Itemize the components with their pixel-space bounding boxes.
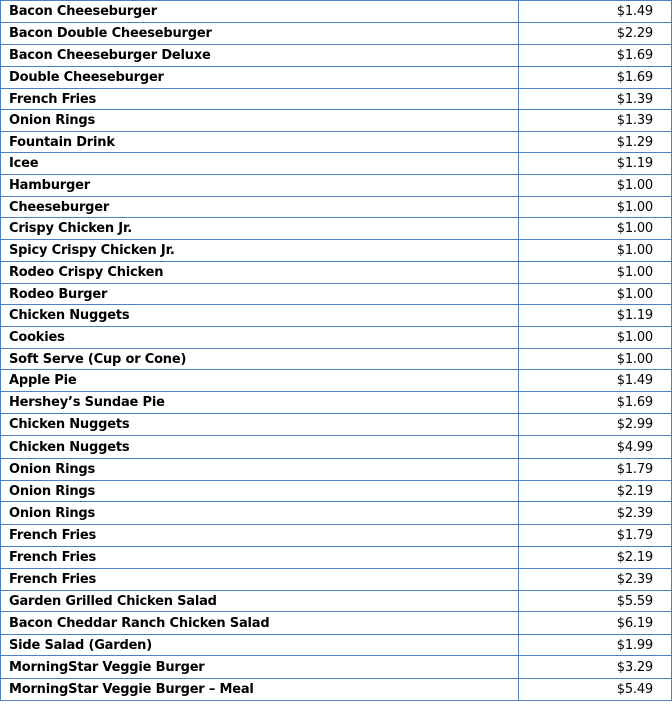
table-row <box>1 89 672 110</box>
table-row <box>1 284 672 305</box>
menu-item-price: $2.39 <box>519 502 672 525</box>
menu-item-price: $2.99 <box>519 414 672 436</box>
menu-item-name: Rodeo Crispy Chicken <box>1 262 519 284</box>
menu-item-price: $1.00 <box>519 284 672 305</box>
menu-item-price: $4.99 <box>519 436 672 459</box>
table-row <box>1 305 672 327</box>
menu-item-name: French Fries <box>1 525 519 547</box>
table-row <box>1 392 672 414</box>
menu-item-price: $5.49 <box>519 679 672 701</box>
menu-item-name: Hamburger <box>1 175 519 197</box>
table-row <box>1 502 672 525</box>
menu-item-price: $1.00 <box>519 240 672 262</box>
table-row <box>1 436 672 459</box>
menu-item-name: Soft Serve (Cup or Cone) <box>1 349 519 370</box>
menu-item-name: MorningStar Veggie Burger – Meal <box>1 679 519 701</box>
table-row <box>1 656 672 679</box>
menu-item-price: $1.19 <box>519 153 672 175</box>
menu-item-price: $1.19 <box>519 305 672 327</box>
menu-item-name: Fountain Drink <box>1 132 519 153</box>
menu-item-price: $1.00 <box>519 327 672 349</box>
menu-item-price: $2.19 <box>519 547 672 569</box>
menu-item-price: $1.39 <box>519 110 672 132</box>
menu-item-price: $1.29 <box>519 132 672 153</box>
table-row <box>1 262 672 284</box>
menu-item-price: $1.69 <box>519 45 672 67</box>
menu-item-name: French Fries <box>1 89 519 110</box>
menu-item-price: $1.00 <box>519 218 672 240</box>
menu-item-name: Chicken Nuggets <box>1 436 519 459</box>
table-row <box>1 110 672 132</box>
price-table-body <box>1 1 672 701</box>
menu-item-price: $1.00 <box>519 197 672 218</box>
menu-item-name: Rodeo Burger <box>1 284 519 305</box>
menu-item-price: $3.29 <box>519 656 672 679</box>
table-row <box>1 547 672 569</box>
table-row <box>1 459 672 481</box>
menu-item-name: French Fries <box>1 569 519 591</box>
menu-item-name: Cheeseburger <box>1 197 519 218</box>
table-row <box>1 1 672 23</box>
table-row <box>1 481 672 502</box>
table-row <box>1 569 672 591</box>
menu-item-name: Garden Grilled Chicken Salad <box>1 591 519 612</box>
menu-item-price: $2.39 <box>519 569 672 591</box>
menu-item-price: $2.29 <box>519 23 672 45</box>
menu-item-name: Onion Rings <box>1 110 519 132</box>
menu-item-price: $1.00 <box>519 175 672 197</box>
menu-item-name: Bacon Cheddar Ranch Chicken Salad <box>1 612 519 635</box>
menu-item-name: Double Cheeseburger <box>1 67 519 89</box>
table-row <box>1 197 672 218</box>
menu-item-price: $1.39 <box>519 89 672 110</box>
menu-item-name: Bacon Cheeseburger <box>1 1 519 23</box>
menu-item-name: Bacon Cheeseburger Deluxe <box>1 45 519 67</box>
table-row <box>1 525 672 547</box>
menu-item-price: $1.69 <box>519 392 672 414</box>
table-row <box>1 153 672 175</box>
table-row <box>1 635 672 656</box>
menu-item-price: $1.00 <box>519 349 672 370</box>
menu-item-name: Spicy Crispy Chicken Jr. <box>1 240 519 262</box>
menu-item-name: MorningStar Veggie Burger <box>1 656 519 679</box>
menu-item-price: $1.79 <box>519 525 672 547</box>
table-row <box>1 67 672 89</box>
menu-item-price: $2.19 <box>519 481 672 502</box>
menu-item-name: Bacon Double Cheeseburger <box>1 23 519 45</box>
table-row <box>1 591 672 612</box>
menu-item-price: $1.99 <box>519 635 672 656</box>
menu-item-price: $5.59 <box>519 591 672 612</box>
menu-item-price: $1.79 <box>519 459 672 481</box>
table-row <box>1 349 672 370</box>
menu-item-price: $6.19 <box>519 612 672 635</box>
menu-item-name: Chicken Nuggets <box>1 414 519 436</box>
table-row <box>1 370 672 392</box>
menu-item-name: Cookies <box>1 327 519 349</box>
menu-item-name: Onion Rings <box>1 459 519 481</box>
menu-item-name: Side Salad (Garden) <box>1 635 519 656</box>
menu-item-name: Hershey’s Sundae Pie <box>1 392 519 414</box>
menu-item-price: $1.49 <box>519 1 672 23</box>
table-row <box>1 679 672 701</box>
table-row <box>1 23 672 45</box>
table-row <box>1 327 672 349</box>
menu-item-name: French Fries <box>1 547 519 569</box>
menu-item-name: Onion Rings <box>1 481 519 502</box>
menu-item-price: $1.00 <box>519 262 672 284</box>
menu-item-price: $1.69 <box>519 67 672 89</box>
table-row <box>1 132 672 153</box>
menu-item-price: $1.49 <box>519 370 672 392</box>
table-row <box>1 45 672 67</box>
menu-item-name: Onion Rings <box>1 502 519 525</box>
table-row <box>1 175 672 197</box>
menu-item-name: Icee <box>1 153 519 175</box>
menu-item-name: Crispy Chicken Jr. <box>1 218 519 240</box>
table-row <box>1 240 672 262</box>
menu-item-name: Apple Pie <box>1 370 519 392</box>
table-row <box>1 414 672 436</box>
table-row <box>1 218 672 240</box>
menu-item-name: Chicken Nuggets <box>1 305 519 327</box>
table-row <box>1 612 672 635</box>
